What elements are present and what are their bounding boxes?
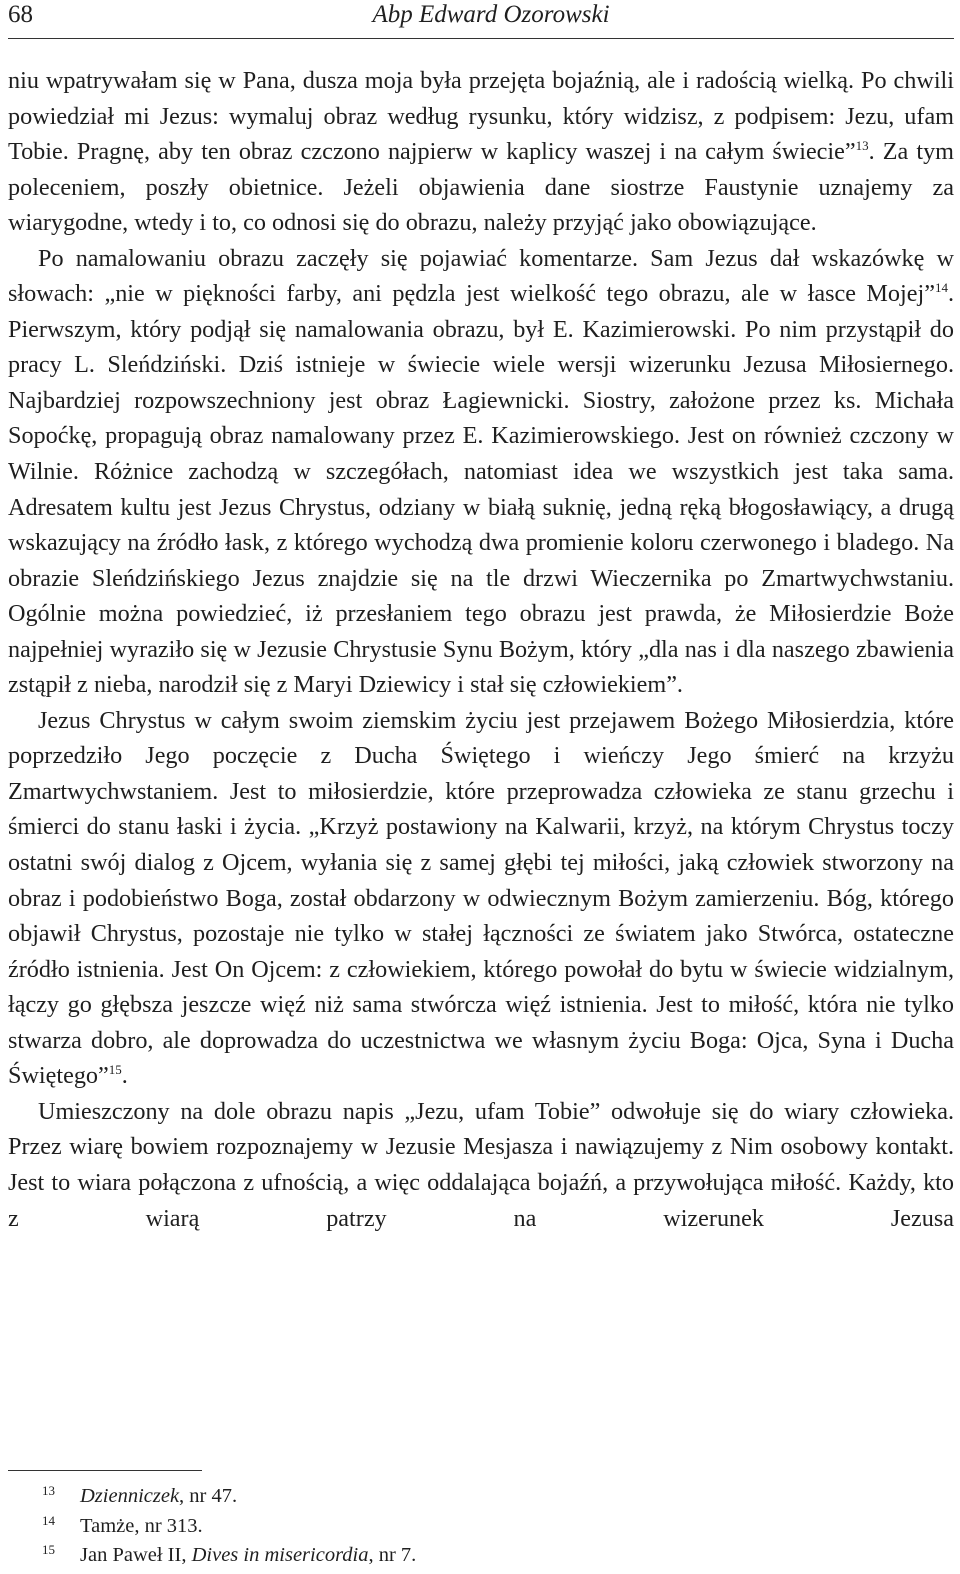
page-header <box>8 0 954 39</box>
footnote-13: 13 Dzienniczek, nr 47. <box>8 1482 908 1512</box>
running-head: Abp Edward Ozorowski <box>372 1 610 28</box>
page-number: 68 <box>8 1 33 28</box>
paragraph-4: Umieszczony na dole obrazu napis „Jezu, ufam Tobie” odwołuje się do wiary człowieka. Przez wiarę bowiem rozpoznajemy w Jezusie Mesjasza i nawiązujemy z Nim osobowy kontakt. Jest to wiara połączona z ufnością, a więc oddalająca bojaźń, a przywołująca miłość. Każdy, kto z wiarą patrzy na wizerunek Jezusa <box>8 1097 954 1232</box>
footnote-divider <box>8 1470 202 1471</box>
footnote-number: 14 <box>42 1512 55 1528</box>
footnote-14: 14 Tamże, nr 313. <box>8 1512 908 1542</box>
footnotes <box>8 1482 908 1571</box>
footnote-ref-15[interactable]: 15 <box>108 1062 122 1078</box>
main-text <box>8 63 954 1236</box>
footnote-ref-14[interactable]: 14 <box>934 280 948 296</box>
footnote-number: 13 <box>42 1483 55 1498</box>
paragraph-2: Po namalowaniu obrazu zaczęły się pojawiać komentarze. Sam Jezus dał wskazówkę w słowach: „nie w piękności farby, ani pędzla jest wielkość tego obrazu, ale w łasce Mojej”$^{14}$. Pierwszym, który podjął się namalowania obrazu, był E. Kazimierowski. Po nim przystąpił do pracy L. Sleńdziński. Dziś istnieje w świecie wiele wersji wizerunku Jezusa Miłosiernego. Najbardziej rozpowszechniony jest obraz Łagiewnicki. Siostry, założone przez ks. Michała Sopoćkę, propagują obraz namalowany przez E. Kazimierowskiego. Jest on również czczony w Wilnie. Różnice zachodzą w szczegółach, natomiast idea we wszystkich jest taka sama. Adresatem kultu jest Jezus Chrystus, odziany w białą suknię, jedną ręką błogosławiący, a drugą wskazujący na źródło łask, z którego wychodzą dwa promienie koloru czerwonego i bladego. Na obrazie Sleńdzińskiego Jezus znajdzie się na tle drzwi Wieczernika po Zmartwychwstaniu. Ogólnie można powiedzieć, iż przesłaniem tego obrazu jest prawda, że Miłosierdzie Boże najpełniej wyraziło się w Jezusie Chrystusie Synu Bożym, który „dla nas i dla naszego zbawienia zstąpił z nieba, narodził się z Maryi Dziewicy i stał się człowiekiem”. <box>8 244 954 699</box>
footnote-15: 15 Jan Paweł II, Dives in misericordia, nr 7. <box>8 1541 908 1571</box>
footnote-ref-13[interactable]: 13 <box>855 138 869 154</box>
footnote-number: 15 <box>42 1542 55 1557</box>
paragraph-1: niu wpatrywałam się w Pana, dusza moja była przejęta bojaźnią, ale i radością wielką. Po chwili powiedział mi Jezus: wymaluj obraz według rysunku, który widzisz, z podpisem: Jezu, ufam Tobie. Pragnę, aby ten obraz czczono najpierw w kaplicy waszej i na całym świecie”$^{13}$. Za tym poleceniem, poszły obietnice. Jeżeli objawienia dane siostrze Faustynie uznajemy za wiarygodne, wtedy i to, co odnosi się do obrazu, należy przyjąć jako obowiązujące. <box>8 67 954 237</box>
paragraph-3: Jezus Chrystus w całym swoim ziemskim życiu jest przejawem Bożego Miłosierdzia, które poprzedziło Jego poczęcie z Ducha Świętego i wieńczy Jego śmierć na krzyżu Zmartwychwstaniem. Jest to miłosierdzie, które przeprowadza człowieka ze stanu grzechu i śmierci do stanu łaski i życia. „Krzyż postawiony na Kalwarii, krzyż, na którym Chrystus toczy ostatni swój dialog z Ojcem, wyłania się z samej głębi tej miłości, jaką człowiek stworzony na obraz i podobieństwo Boga, został obdarzony w odwiecznym Bożym zamierzeniu. Bóg, którego objawił Chrystus, pozostaje nie tylko w stałej łączności ze światem jako Stwórca, ostateczne źródło istnienia. Jest On Ojcem: z człowiekiem, którego powołał do bytu w świecie widzialnym, łączy go głębsza jeszcze więź niż sama stwórcza więź istnienia. Jest to miłość, która nie tylko stwarza dobro, ale doprowadza do uczestnictwa we własnym życiu Boga: Ojca, Syna i Ducha Świętego”$^{15}$. <box>8 706 954 1090</box>
